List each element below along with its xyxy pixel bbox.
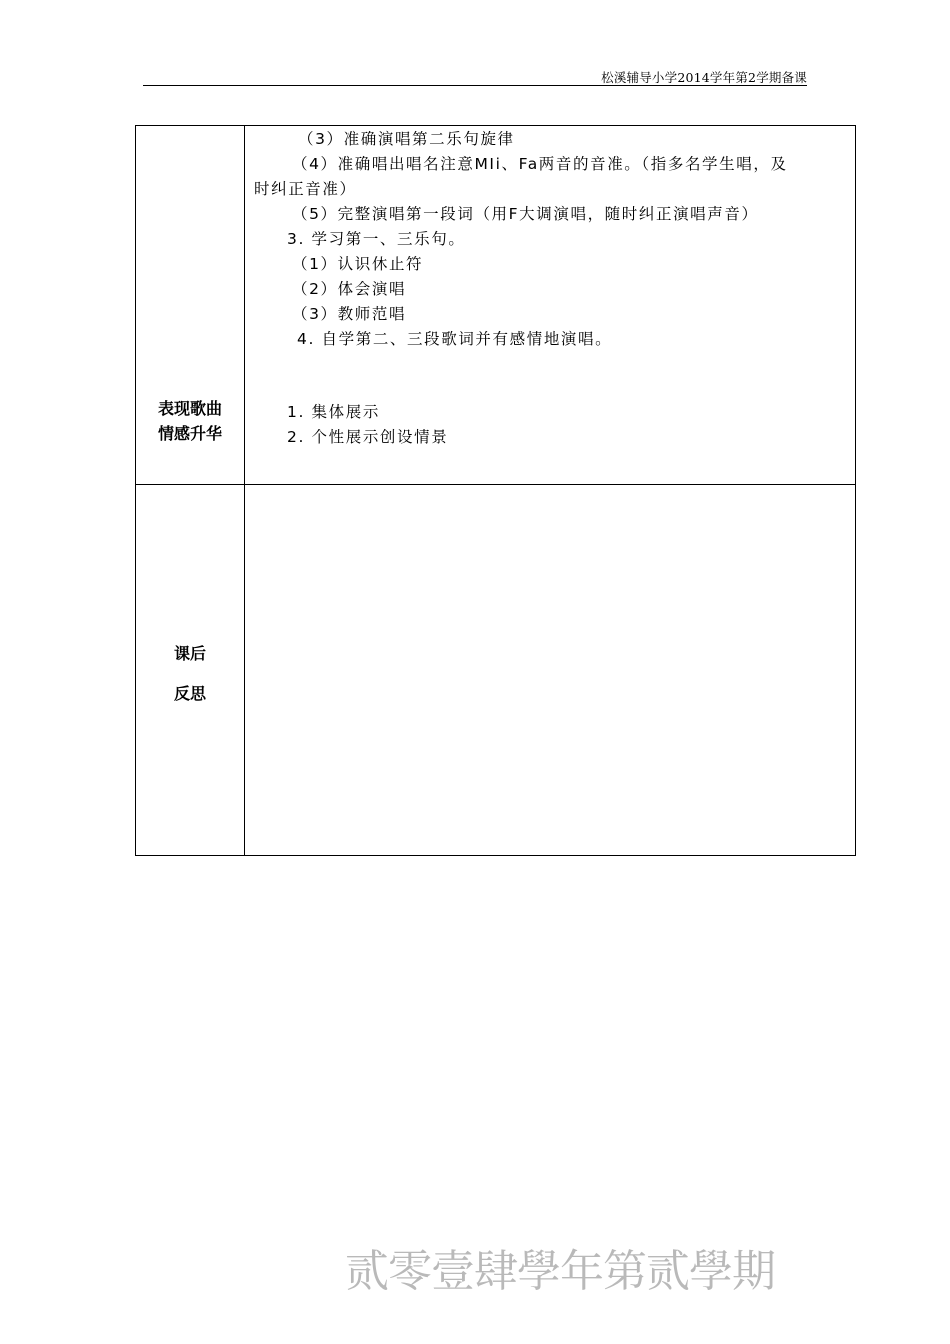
row-label-line: 情感升华 <box>157 424 222 443</box>
content-line: 4. 自学第二、三段歌词并有感情地演唱。 <box>297 330 613 348</box>
content-line: （2）体会演唱 <box>292 280 407 298</box>
lesson-plan-table <box>135 125 856 856</box>
row-divider <box>136 484 855 485</box>
content-line: （3）准确演唱第二乐句旋律 <box>298 130 515 148</box>
content-line: （5）完整演唱第一段词（用F大调演唱，随时纠正演唱声音） <box>292 205 759 223</box>
row-label-line: 反思 <box>173 684 206 703</box>
content-line: 2. 个性展示创设情景 <box>287 428 449 446</box>
watermark-text: 贰零壹肆學年第贰學期 <box>345 1246 775 1297</box>
content-line: （1）认识休止符 <box>292 255 424 273</box>
header-rule <box>143 85 807 86</box>
content-line: 1. 集体展示 <box>287 403 380 421</box>
content-line: （3）教师范唱 <box>292 305 407 323</box>
row-label-line: 课后 <box>173 644 206 663</box>
column-divider <box>244 126 245 855</box>
document-header: 松溪辅导小学2014学年第2学期备课 <box>601 70 807 85</box>
row-label-line: 表现歌曲 <box>157 399 222 418</box>
content-line: （4）准确唱出唱名注意MIi、Fa两音的音准。（指多名学生唱，及 <box>292 155 788 173</box>
row-label-reflection <box>136 634 244 714</box>
row-label-performance <box>136 396 244 446</box>
content-line: 时纠正音准） <box>254 180 357 198</box>
content-line: 3. 学习第一、三乐句。 <box>287 230 466 248</box>
